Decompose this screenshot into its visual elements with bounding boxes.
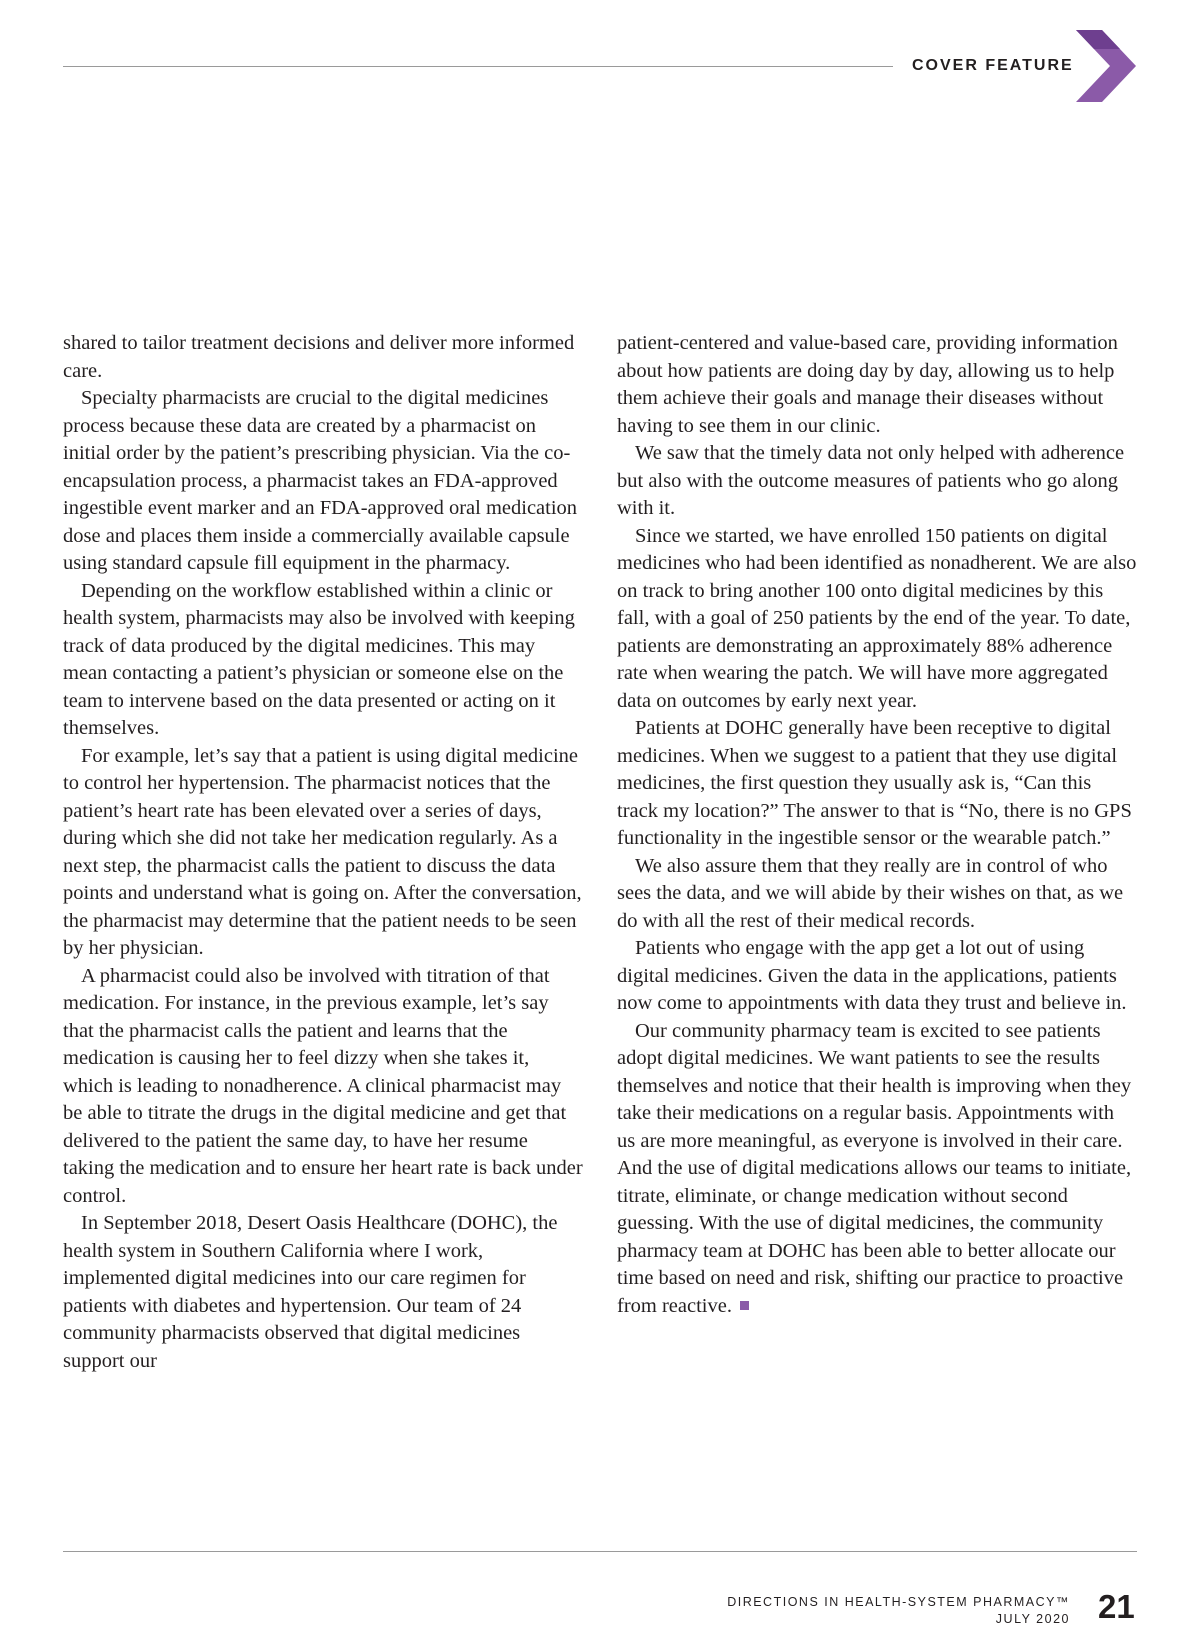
page-number: 21 <box>1098 1588 1135 1625</box>
footer-rule <box>63 1551 1137 1552</box>
paragraph: A pharmacist could also be involved with titration of that medication. For instance, in the previous example, let’s say that the pharmacist calls the patient and learns that the medication is causing her to feel dizzy when she takes it, which is leading to nonadherence. A clinical pharmacist may be able to titrate the drugs in the digital medicine and get that delivered to the patient the same day, to have her resume taking the medication and to ensure her heart rate is back under control. <box>63 964 583 1207</box>
chevron-arrow-icon <box>1076 30 1136 102</box>
left-column <box>63 330 583 1375</box>
article-body <box>63 330 1137 1375</box>
footer-publication <box>727 1594 1070 1628</box>
end-of-article-square-icon <box>740 1301 749 1310</box>
paragraph: patient-centered and value-based care, providing information about how patients are doing day by day, allowing us to help them achieve their goals and manage their diseases without having to see them in our clinic. <box>617 332 1118 437</box>
paragraph: We saw that the timely data not only helped with adherence but also with the outcome measures of patients who go along with it. <box>617 442 1125 519</box>
paragraph: In September 2018, Desert Oasis Healthcare (DOHC), the health system in Southern California where I work, implemented digital medicines into our care regimen for patients with diabetes and hypertension. Our team of 24 community pharmacists observed that digital medicines support our <box>63 1212 558 1372</box>
paragraph: We also assure them that they really are in control of who sees the data, and we will abide by their wishes on that, as we do with all the rest of their medical records. <box>617 854 1124 932</box>
paragraph-text: Our community pharmacy team is excited to see patients adopt digital medicines. We want patients to see the results themselves and notice that their health is improving when they take their medications on a regular basis. Appointments with us are more meaningful, as everyone is involved in their care. And the use of digital medications allows our teams to initiate, titrate, eliminate, or change medication without second guessing. With the use of digital medicines, the community pharmacy team at DOHC has been able to better allocate our time based on need and risk, shifting our practice to proactive from reactive. <box>617 1019 1132 1317</box>
paragraph: Specialty pharmacists are crucial to the digital medicines process because these data are created by a pharmacist on initial order by the patient’s prescribing physician. Via the co-encapsulation process, a pharmacist takes an FDA-approved ingestible event marker and an FDA-approved oral medication dose and places them inside a commercially available capsule using standard capsule fill equipment in the pharmacy. <box>63 387 578 574</box>
paragraph: Depending on the workflow established within a clinic or health system, pharmacists may also be involved with keeping track of data produced by the digital medicines. This may mean contacting a patient’s physician or someone else on the team to intervene based on the data presented or acting on it themselves. <box>63 579 575 739</box>
paragraph: Since we started, we have enrolled 150 patients on digital medicines who had been identified as nonadherent. We are also on track to bring another 100 onto digital medicines by this fall, with a goal of 250 patients by the end of the year. To date, patients are demonstrating an approximately 88% adherence rate when wearing the patch. We will have more aggregated data on outcomes by early next year. <box>617 524 1137 712</box>
paragraph: shared to tailor treatment decisions and deliver more informed care. <box>63 332 575 382</box>
paragraph: For example, let’s say that a patient is using digital medicine to control her hypertension. The pharmacist notices that the patient’s heart rate has been elevated over a series of days, during which she did not take her medication regularly. As a next step, the pharmacist calls the patient to discuss the data points and understand what is going on. After the conversation, the pharmacist may determine that the patient needs to be seen by her physician. <box>63 744 582 959</box>
publication-name: DIRECTIONS IN HEALTH-SYSTEM PHARMACY™ <box>727 1595 1070 1609</box>
final-paragraph <box>617 1018 1137 1321</box>
issue-date: JULY 2020 <box>995 1612 1070 1626</box>
paragraph: Patients at DOHC generally have been receptive to digital medicines. When we suggest to a patient that they use digital medicines, the first question they usually ask is, “Can this track my location?” The answer to that is “No, there is no GPS functionality in the ingestible sensor or the wearable patch.” <box>617 717 1132 849</box>
right-column <box>617 330 1137 1375</box>
section-label: COVER FEATURE <box>912 57 1074 74</box>
header-rule <box>63 66 893 67</box>
paragraph: Patients who engage with the app get a lot out of using digital medicines. Given the data in the applications, patients now come to appointments with data they trust and believe in. <box>617 937 1127 1014</box>
